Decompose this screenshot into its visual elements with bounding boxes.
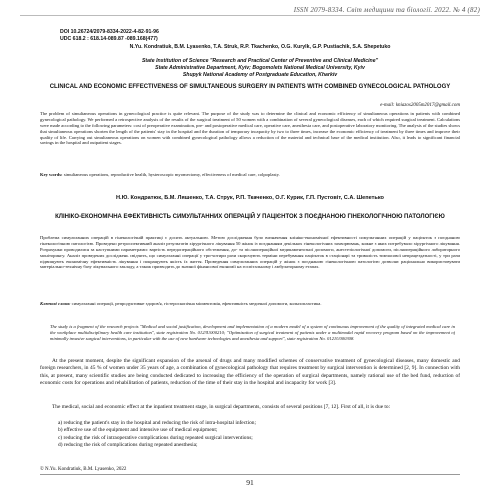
keywords-en-text: simultaneous operations, reproductive health, hysteroscopic myomectomy, effectiveness of medical care, colpoplasty.	[63, 172, 280, 177]
doi-line: DOI 10.26724/2079-8334-2022-4-82-91-96	[60, 29, 159, 35]
authors-en: N.Yu. Kondratiuk, B.M. Lyasenko, T.A. Struk, R.P. Tkachenko, O.G. Kurylk, G.P. Pustiachik, S.A. Shepetuko	[129, 44, 391, 50]
copyright: © N.Yu. Kondratiuk, B.M. Lyasenko, 2022	[40, 467, 127, 472]
abstract-ua: Проблема симультанних операцій в гінекологічній практиці є досить актуальною. Метою дослідження було визначення клініко-економічної ефективності симультанних операцій у пацієнток з поєднаною гінекологічною патологією. Проведено ретроспективний аналіз результатів хірургічного лікування 50 жінок із поєднанням декількох гінекологічних захворювань, кожне з яких потребувало хірургічного лікування. Розрахунки проводилися за наступними параметрами: вартість передопераційного обстеження, до- та післяопераційної медикаментозної допомоги, анестезіологічної допомоги, післяопераційного лабораторного моніторингу. Аналіз проведених досліджень свідчить, що симультанні операції у три-чотири рази скорочують терміни перебування пацієнток в стаціонарі та тривалість тимчасової непрацездатності, у три рази підвищують економічну ефективність лікування і покращують якість їх життя. Проведення симультанних операцій у жінок з поєднаною гінекологічною патологією дозволяє раціонально використовувати матеріально-технічну базу лікувального закладу, а також призводить до значної фінансової економії на госпітальному і амбулаторному етапах.	[40, 235, 460, 270]
page-number: 91	[246, 478, 254, 487]
list-item: d) reducing the risk of complications during repeated anesthesia;	[58, 442, 198, 449]
header-divider	[20, 15, 480, 16]
keywords-ua	[40, 301, 460, 307]
affiliation-2: State Administrative Department, Kyiv; Bogomolets National Medical University, Kyiv	[155, 65, 365, 71]
keywords-ua-label: Ключові слова:	[40, 301, 71, 306]
body-paragraph-1: At the present moment, despite the significant expansion of the arsenal of drugs and many modified schemes of conservative treatment of gynecological diseases, many domestic and foreign researchers, in 45 % of women under 35 years of age, a combination of gynecological pathology that requires treatment by surgical intervention is determined [2, 9]. In connection with this, at present, many scientific studies are being conducted dedicated to increasing the efficiency of the operation of surgical departments, namely rational use of the bed fund, reduction of economic costs for operations and rehabilitation of patients, reduction of the time of their stay in the hospital and incapacity for work [3].	[40, 358, 460, 387]
list-item: a) reducing the patient's stay in the hospital and reducing the risk of intra-hospital infection;	[58, 420, 256, 426]
affiliation-3: Shupyk National Academy of Postgraduate Education, Kharkiv	[182, 72, 338, 78]
list-item: b) effective use of the equipment and intensive use of medical equipment;	[58, 427, 218, 434]
title-ua: КЛІНІКО-ЕКОНОМІЧНА ЕФЕКТИВНІСТЬ СИМУЛЬТАННИХ ОПЕРАЦІЙ У ПАЦІЄНТОК З ПОЄДНАНОЮ ГІНЕКОЛОГІЧНОЮ ПАТОЛОГІЄЮ	[55, 214, 445, 220]
udc-line: UDC 618.2 : 618.14-089.87 -089.168(477)	[60, 36, 158, 42]
body-paragraph-2: The medical, social and economic effect at the inpatient treatment stage, in surgical departments, consists of several positions [7, 12]. First of all, it is due to:	[52, 404, 391, 410]
keywords-en-label: Key words:	[40, 172, 63, 177]
footer-divider	[40, 474, 460, 475]
study-note: The study is a fragment of the research projects "Medical and social justification, development and implementation of a modern model of a system of continuous improvement of the quality of integrated medical care in the workplace multidisciplinary health care institution", state registration No. 0123U000210; "Optimization of surgical treatment of patients under a multimodal rapid recovery program based on the improvement of minimally invasive surgical interventions, in particular with the use of new hardware technologies and anesthesia and support", state registration No. 0121U000308.	[50, 324, 455, 341]
effects-list	[58, 420, 460, 449]
email-address: e-mail: kniazos2005m2017@gmail.com	[380, 103, 460, 108]
abstract-en: The problem of simultaneous operations in gynecological practice is quite relevant. The purpose of the study was to determine the clinical and economic efficiency of simultaneous operations in patients with combined gynecological pathology. We performed a retrospective analysis of the results of the surgical treatment of 50 women with a combination of several gynecological diseases, each of which required surgical treatment. Calculations were made according to the following parameters: cost of preoperative examination, pre- and postoperative medical care, operative care, anesthesia care, and postoperative laboratory monitoring. The analysis of the studies shows that simultaneous operations shorten the length of the patients' stay in the hospital and the duration of temporary incapacity by two to three times, increase the economic efficiency of treatment by three times and improve their quality of life. Carrying out simultaneous operations on women with combined gynecological pathology allows a reduction of the material and technical base of the medical institution. Also, it leads to significant financial savings in the hospital and outpatient stages.	[40, 111, 460, 146]
journal-header: ISSN 2079-8334. Світ медицини та біології. 2022. № 4 (82)	[293, 6, 480, 14]
keywords-ua-text: симультанні операції, репродуктивне здоров'я, гістероскопічна міомектомія, ефективність медичної допомоги, кольпопластика.	[71, 301, 322, 306]
affiliation-1: State Institution of Science "Research and Practical Center of Preventive and Clinical Medicine"	[141, 58, 379, 64]
list-item: c) reducing the risk of intraoperative complications during repeated surgical interventions;	[58, 434, 253, 441]
keywords-en	[40, 172, 460, 178]
title-en: CLINICAL AND ECONOMIC EFFECTIVENESS OF SIMULTANEOUS SURGERY IN PATIENTS WITH COMBINED GYNECOLOGICAL PATHOLOGY	[49, 84, 451, 90]
authors-ua: Н.Ю. Кондратюк, Б.М. Ляшенко, Т.А. Струк, Р.П. Ткаченко, О.Г. Курик, Г.П. Пустовіт, С.А. Шепетько	[116, 195, 384, 201]
